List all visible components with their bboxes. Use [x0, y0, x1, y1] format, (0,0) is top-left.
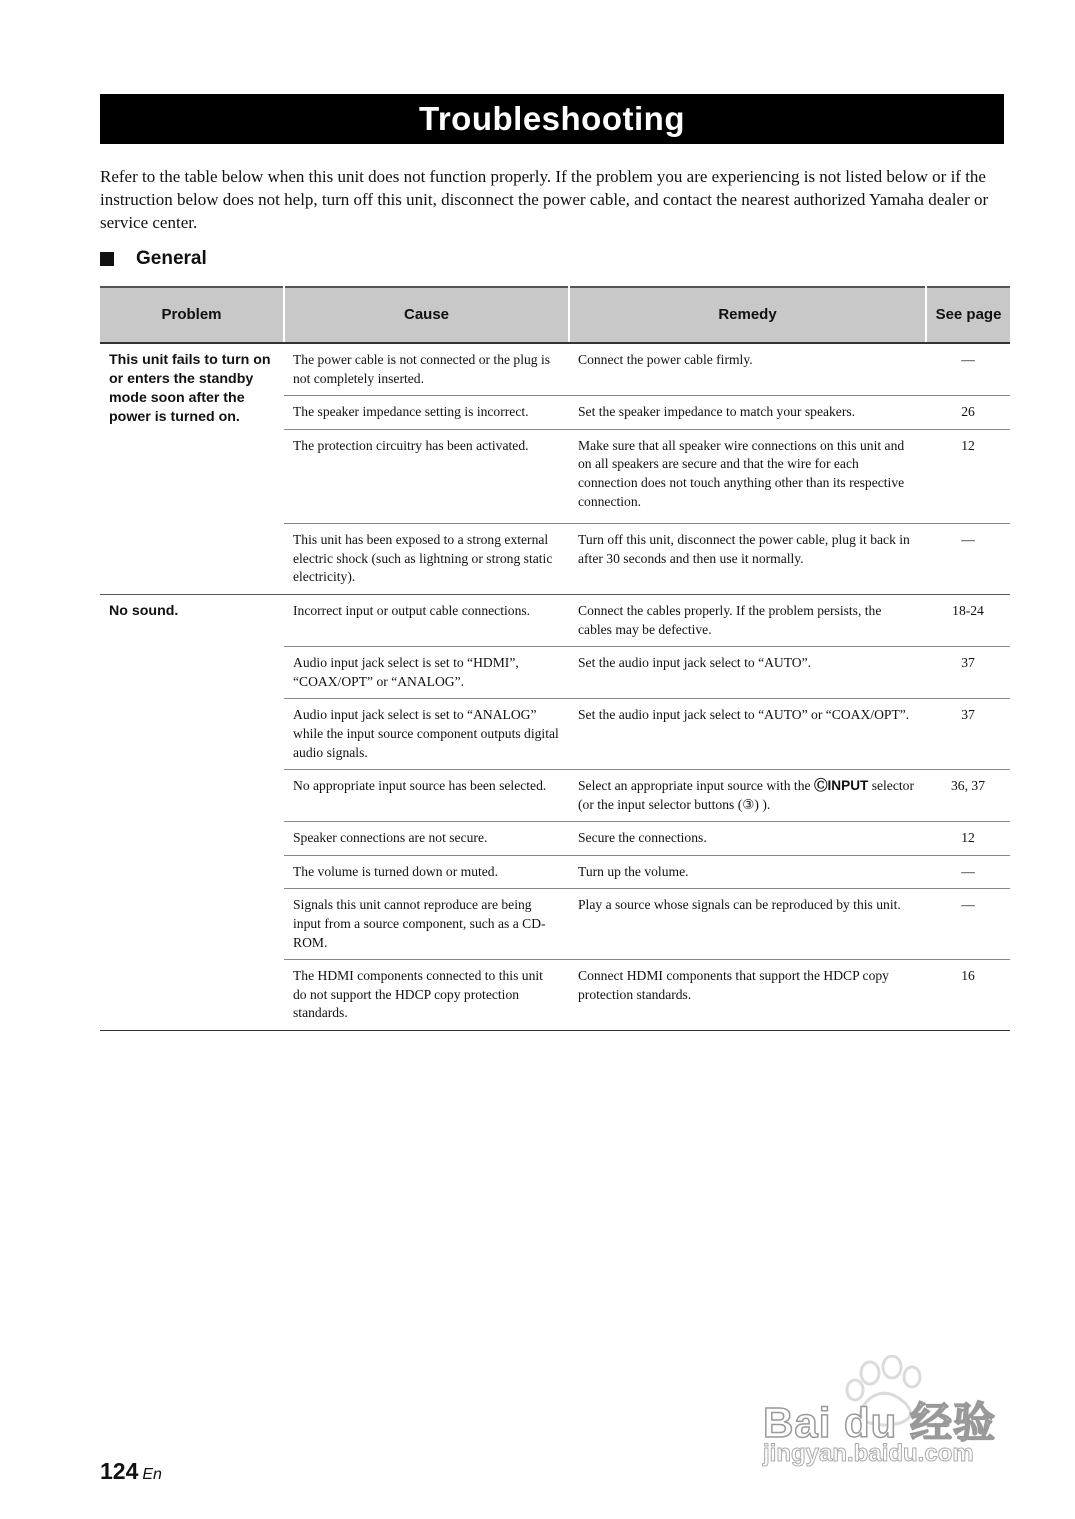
- cause-cell: The HDMI components connected to this unit do not support the HDCP copy protection standards.: [284, 960, 569, 1031]
- remedy-cell: Make sure that all speaker wire connections on this unit and on all speakers are secure and that the wire for each connection does not touch anything other than its respective connection.: [569, 429, 926, 523]
- page-cell: 36, 37: [926, 770, 1010, 822]
- remedy-cell: Set the audio input jack select to “AUTO”.: [569, 647, 926, 699]
- remedy-cell: Turn off this unit, disconnect the power cable, plug it back in after 30 seconds and then use it normally.: [569, 524, 926, 595]
- remedy-cell: Set the audio input jack select to “AUTO” or “COAX/OPT”.: [569, 699, 926, 770]
- page-cell: —: [926, 889, 1010, 960]
- header-cause: Cause: [284, 287, 569, 343]
- remedy-text: selector (or the input selector buttons (: [578, 778, 914, 812]
- troubleshooting-table: [100, 286, 1010, 1031]
- page-cell: 16: [926, 960, 1010, 1031]
- remedy-cell: [569, 770, 926, 822]
- watermark-url: jingyan.baidu.com: [763, 1440, 974, 1467]
- language-code: En: [142, 1466, 162, 1483]
- page-cell: —: [926, 343, 1010, 396]
- remedy-text: Select an appropriate input source with the: [578, 778, 814, 794]
- table-header-row: [100, 287, 1010, 343]
- cause-cell: Signals this unit cannot reproduce are being input from a source component, such as a CD-ROM.: [284, 889, 569, 960]
- page-cell: 37: [926, 647, 1010, 699]
- cause-cell: The volume is turned down or muted.: [284, 855, 569, 889]
- cause-cell: Audio input jack select is set to “ANALOG” while the input source component outputs digital audio signals.: [284, 699, 569, 770]
- page-cell: 26: [926, 396, 1010, 430]
- page-cell: —: [926, 524, 1010, 595]
- page-footer: [100, 1458, 162, 1485]
- circled-3-icon: ③: [742, 796, 755, 812]
- remedy-cell: Secure the connections.: [569, 822, 926, 856]
- remedy-cell: Play a source whose signals can be reproduced by this unit.: [569, 889, 926, 960]
- page-number: 124: [100, 1458, 139, 1484]
- header-problem: Problem: [100, 287, 284, 343]
- page-cell: 12: [926, 822, 1010, 856]
- cause-cell: The power cable is not connected or the plug is not completely inserted.: [284, 343, 569, 396]
- cause-cell: The speaker impedance setting is incorrect.: [284, 396, 569, 430]
- page-cell: 37: [926, 699, 1010, 770]
- remedy-cell: Connect the cables properly. If the problem persists, the cables may be defective.: [569, 594, 926, 646]
- problem-cell: This unit fails to turn on or enters the standby mode soon after the power is turned on.: [100, 343, 284, 594]
- cause-cell: No appropriate input source has been selected.: [284, 770, 569, 822]
- section-heading-label: General: [136, 248, 207, 269]
- page-cell: 18-24: [926, 594, 1010, 646]
- watermark-text: Bai du 经验: [763, 1399, 997, 1446]
- page-cell: 12: [926, 429, 1010, 523]
- table-row: [100, 594, 1010, 646]
- page-title: Troubleshooting: [100, 94, 1004, 144]
- square-bullet-icon: [100, 252, 114, 266]
- cause-cell: This unit has been exposed to a strong external electric shock (such as lightning or strong static electricity).: [284, 524, 569, 595]
- remedy-cell: Turn up the volume.: [569, 855, 926, 889]
- header-remedy: Remedy: [569, 287, 926, 343]
- cause-cell: Audio input jack select is set to “HDMI”, “COAX/OPT” or “ANALOG”.: [284, 647, 569, 699]
- section-heading: [100, 248, 207, 270]
- page-cell: —: [926, 855, 1010, 889]
- remedy-cell: Connect HDMI components that support the HDCP copy protection standards.: [569, 960, 926, 1031]
- cause-cell: Speaker connections are not secure.: [284, 822, 569, 856]
- header-see-page: See page: [926, 287, 1010, 343]
- intro-paragraph: Refer to the table below when this unit does not function properly. If the problem you are experiencing is not listed below or if the instruction below does not help, turn off this unit, disconnect the power cable, and contact the nearest authorized Yamaha dealer or service center.: [100, 167, 989, 232]
- table-row: [100, 343, 1010, 396]
- cause-cell: Incorrect input or output cable connections.: [284, 594, 569, 646]
- cause-cell: The protection circuitry has been activated.: [284, 429, 569, 523]
- input-selector-label: ⒸINPUT: [813, 778, 869, 794]
- remedy-text: ) ).: [754, 796, 771, 812]
- remedy-cell: Connect the power cable firmly.: [569, 343, 926, 396]
- problem-cell: No sound.: [100, 594, 284, 1030]
- remedy-cell: Set the speaker impedance to match your speakers.: [569, 396, 926, 430]
